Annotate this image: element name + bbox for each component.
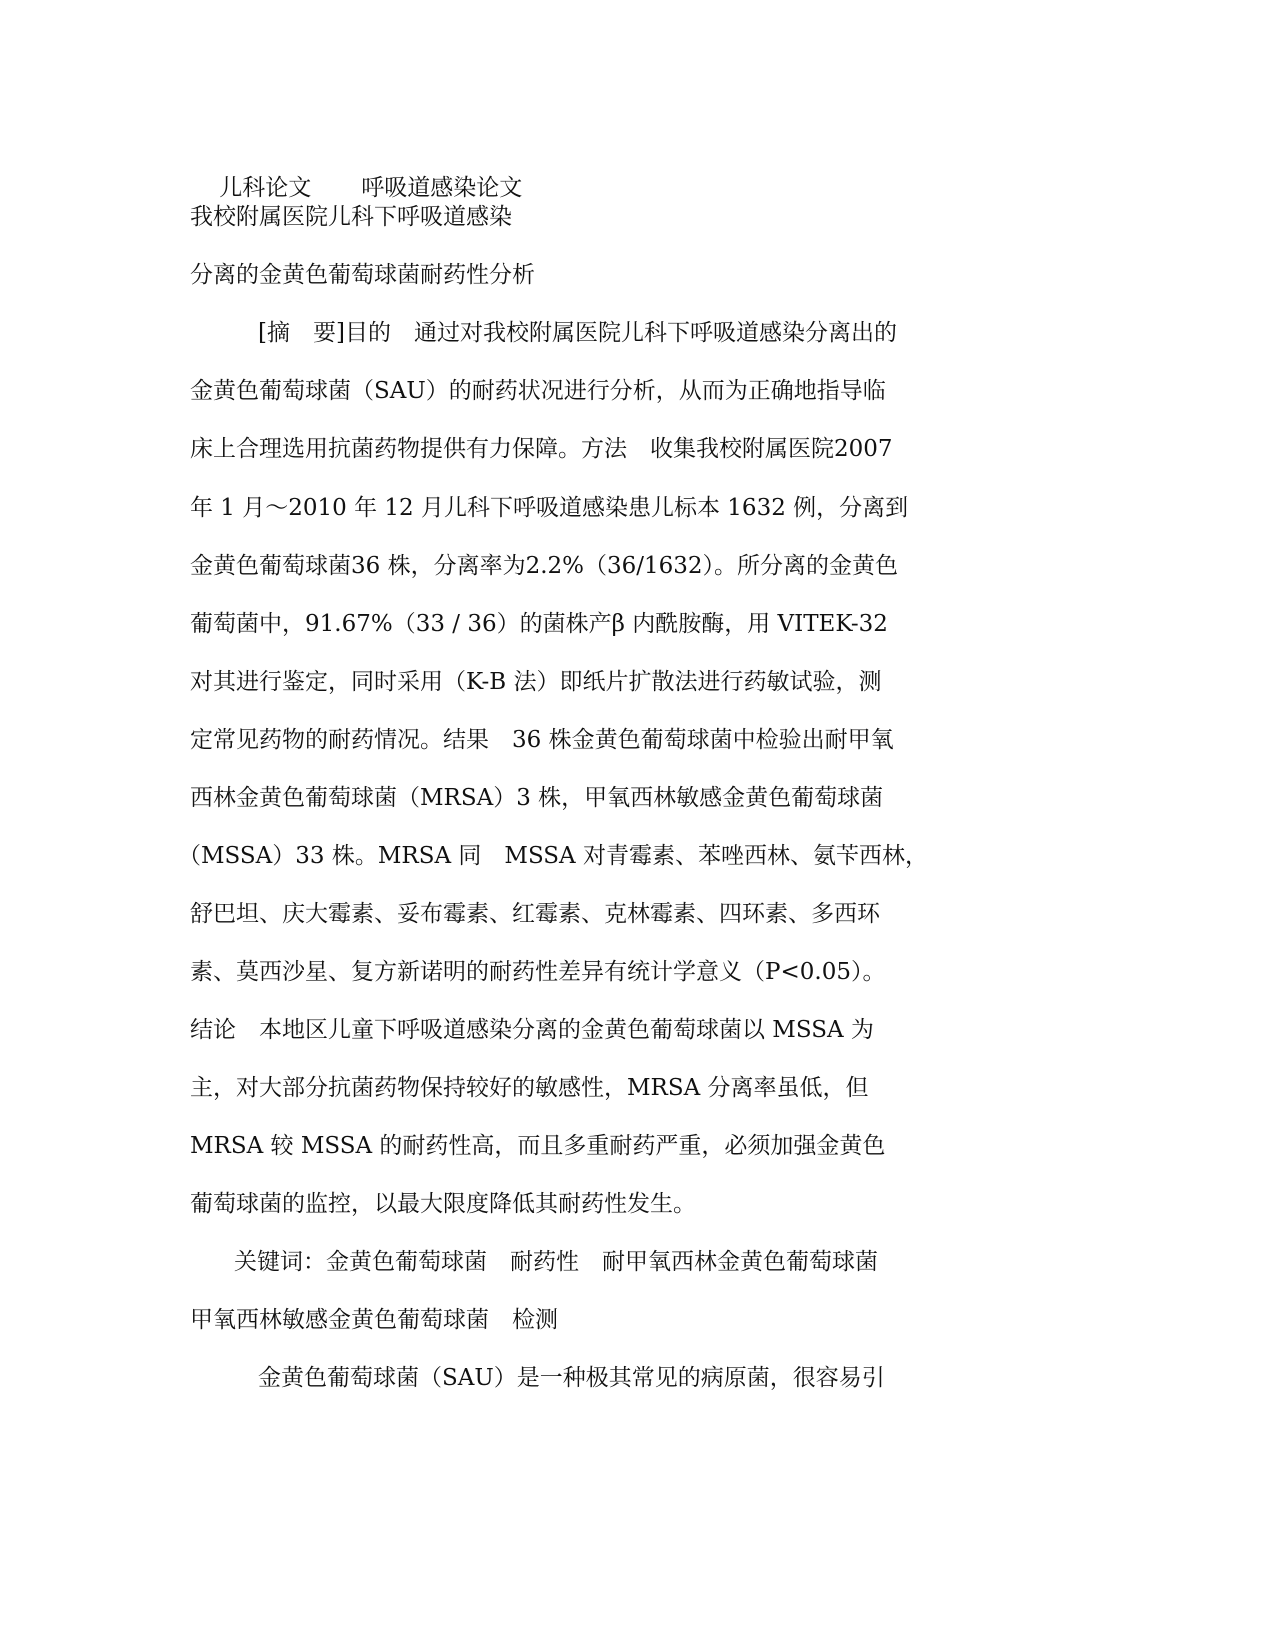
abstract-line: 舒巴坦、庆大霉素、妥布霉素、红霉素、克林霉素、四环素、多西环 [190, 901, 880, 927]
category-respiratory-infection: 呼吸道感染论文 [361, 175, 523, 201]
abstract-line: 金黄色葡萄球菌36 株，分离率为2.2%（36/1632）。所分离的金黄色 [190, 553, 899, 579]
abstract-line: 素、莫西沙星、复方新诺明的耐药性差异有统计学意义（P<0.05）。 [190, 959, 886, 985]
abstract-line: 年 1 月～2010 年 12 月儿科下呼吸道感染患儿标本 1632 例，分离到 [190, 495, 909, 521]
abstract-line: 西林金黄色葡萄球菌（MRSA）3 株，甲氧西林敏感金黄色葡萄球菌 [190, 785, 884, 811]
abstract-line: 金黄色葡萄球菌（SAU）的耐药状况进行分析，从而为正确地指导临 [190, 378, 886, 404]
body-paragraph-line: 金黄色葡萄球菌（SAU）是一种极其常见的病原菌，很容易引 [258, 1365, 885, 1391]
abstract-line: [摘 要]目的 通过对我校附属医院儿科下呼吸道感染分离出的 [258, 320, 897, 346]
abstract-line: 结论 本地区儿童下呼吸道感染分离的金黄色葡萄球菌以 MSSA 为 [190, 1017, 874, 1043]
abstract-line: 床上合理选用抗菌药物提供有力保障。方法 收集我校附属医院2007 [190, 436, 893, 462]
abstract-line: 主，对大部分抗菌药物保持较好的敏感性，MRSA 分离率虽低，但 [190, 1075, 869, 1101]
abstract-line: 定常见药物的耐药情况。结果 36 株金黄色葡萄球菌中检验出耐甲氧 [190, 727, 894, 753]
abstract-line: 葡萄菌中，91.67%（33 / 36）的菌株产β 内酰胺酶，用 VITEK-32 [190, 611, 888, 637]
abstract-line: 对其进行鉴定，同时采用（K-B 法）即纸片扩散法进行药敏试验，测 [190, 669, 882, 695]
abstract-line: （MSSA）33 株。MRSA 同 MSSA 对青霉素、苯唑西林、氨苄西林， [178, 843, 928, 869]
category-pediatrics: 儿科论文 [219, 175, 312, 201]
paper-title-line-1: 我校附属医院儿科下呼吸道感染 [190, 204, 512, 230]
paper-title-line-2: 分离的金黄色葡萄球菌耐药性分析 [190, 262, 535, 288]
keywords-line-2: 甲氧西林敏感金黄色葡萄球菌 检测 [190, 1307, 558, 1333]
keywords-line-1: 关键词：金黄色葡萄球菌 耐药性 耐甲氧西林金黄色葡萄球菌 [234, 1249, 878, 1275]
abstract-line: 葡萄球菌的监控，以最大限度降低其耐药性发生。 [190, 1191, 696, 1217]
abstract-line: MRSA 较 MSSA 的耐药性高，而且多重耐药严重，必须加强金黄色 [190, 1133, 886, 1159]
